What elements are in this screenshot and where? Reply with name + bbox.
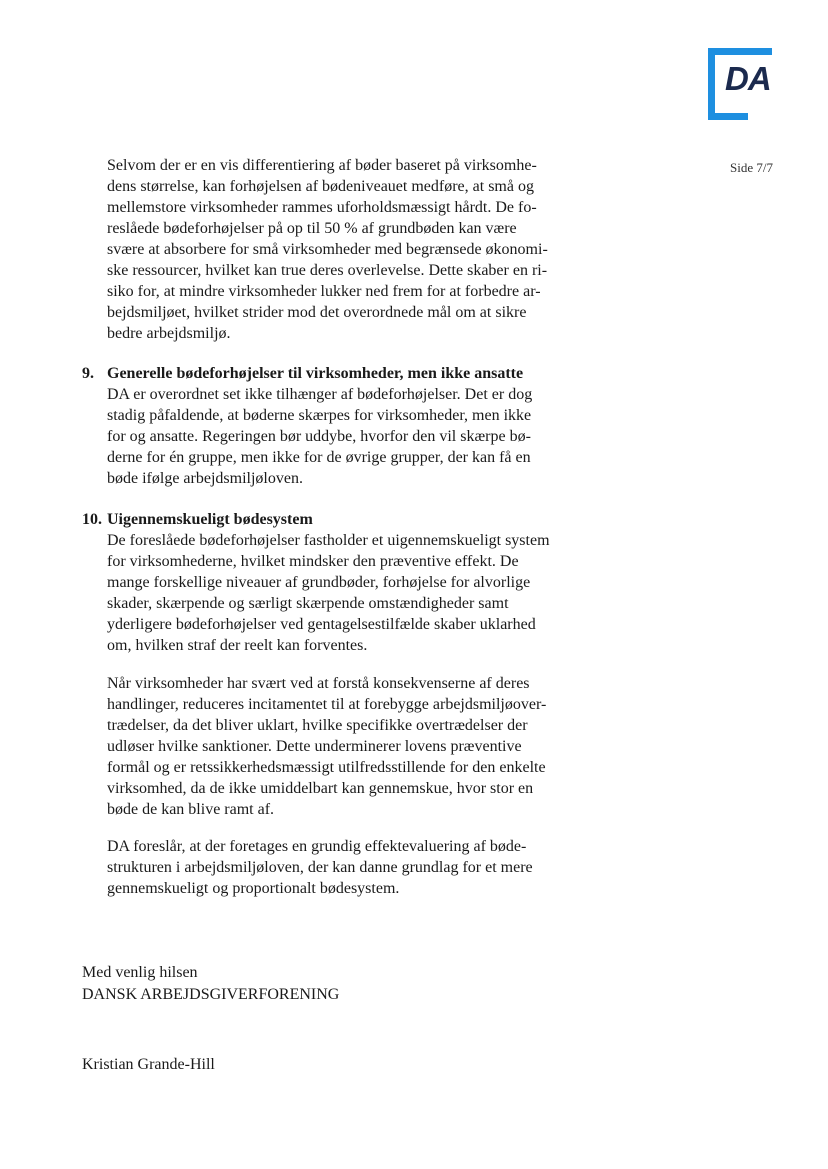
section-9-paragraph [107,384,587,489]
text-line: ske ressourcer, hvilket kan true deres overlevelse. Dette skaber en ri- [107,262,548,279]
text-line: handlinger, reduceres incitamentet til at forebygge arbejdsmiljøover- [107,696,547,713]
section-10-paragraph-1 [107,530,587,656]
logo-bracket-left [708,48,715,120]
text-line: reslåede bødeforhøjelser på op til 50 % af grundbøden kan være [107,220,517,237]
logo-text: DA [725,60,771,97]
text-line: Selvom der er en vis differentiering af bøder baseret på virksomhe- [107,157,537,174]
text-line: bedre arbejdsmiljø. [107,325,231,342]
text-line: mange forskellige niveauer af grundbøder, forhøjelse for alvorlige [107,574,531,591]
text-line: strukturen i arbejdsmiljøloven, der kan danne grundlag for et mere [107,859,533,876]
text-line: mellemstore virksomheder rammes uforholdsmæssigt hårdt. De fo- [107,199,537,216]
text-line: bejdsmiljøet, hvilket strider mod det overordnede mål om at sikre [107,304,527,321]
text-line: derne for én gruppe, men ikke for de øvrige grupper, der kan få en [107,449,531,466]
intro-paragraph [107,155,587,344]
text-line: bøde ifølge arbejdsmiljøloven. [107,470,303,487]
text-line: formål og er retssikkerhedsmæssigt utilfredsstillende for den enkelte [107,759,546,776]
text-line: svære at absorbere for små virksomheder med begrænsede økonomi- [107,241,548,258]
section-number: 9. [82,365,94,382]
text-line: bøde de kan blive ramt af. [107,801,275,818]
da-logo [708,48,772,120]
page-number: Side 7/7 [730,160,773,175]
text-line: virksomhed, da de ikke umiddelbart kan gennemskue, hvor stor en [107,780,534,797]
closing-signatory: Kristian Grande-Hill [82,1056,215,1073]
text-line: stadig påfaldende, at bøderne skærpes for virksomheder, men ikke [107,407,532,424]
text-line: yderligere bødeforhøjelser ved gentagelsestilfælde skaber uklarhed [107,616,536,633]
logo-bracket-bottom [708,113,748,120]
text-line: siko for, at mindre virksomheder lukker ned frem for at forbedre ar- [107,283,541,300]
text-line: for virksomhederne, hvilket mindsker den præventive effekt. De [107,553,519,570]
logo-bracket-top [708,48,772,55]
section-title: Uigennemskueligt bødesystem [107,511,313,528]
section-title: Generelle bødeforhøjelser til virksomheder, men ikke ansatte [107,365,524,382]
closing-organization: DANSK ARBEJDSGIVERFORENING [82,986,340,1003]
text-line: gennemskueligt og proportionalt bødesystem. [107,880,400,897]
section-number: 10. [82,511,102,528]
text-line: De foreslåede bødeforhøjelser fastholder et uigennemskueligt system [107,532,550,549]
text-line: udløser hvilke sanktioner. Dette underminerer lovens præventive [107,738,522,755]
text-line: DA er overordnet set ikke tilhænger af bødeforhøjelser. Det er dog [107,386,533,403]
section-10-paragraph-2 [107,673,587,820]
text-line: dens størrelse, kan forhøjelsen af bødeniveauet medføre, at små og [107,178,534,195]
text-line: om, hvilken straf der reelt kan forventes. [107,637,368,654]
text-line: DA foreslår, at der foretages en grundig effektevaluering af bøde- [107,838,527,855]
closing-greeting: Med venlig hilsen [82,964,198,981]
text-line: skader, skærpende og særligt skærpende omstændigheder samt [107,595,509,612]
section-10-paragraph-3 [107,836,587,899]
text-line: trædelser, da det bliver uklart, hvilke specifikke overtrædelser der [107,717,528,734]
text-line: Når virksomheder har svært ved at forstå konsekvenserne af deres [107,675,530,692]
text-line: for og ansatte. Regeringen bør uddybe, hvorfor den vil skærpe bø- [107,428,531,445]
